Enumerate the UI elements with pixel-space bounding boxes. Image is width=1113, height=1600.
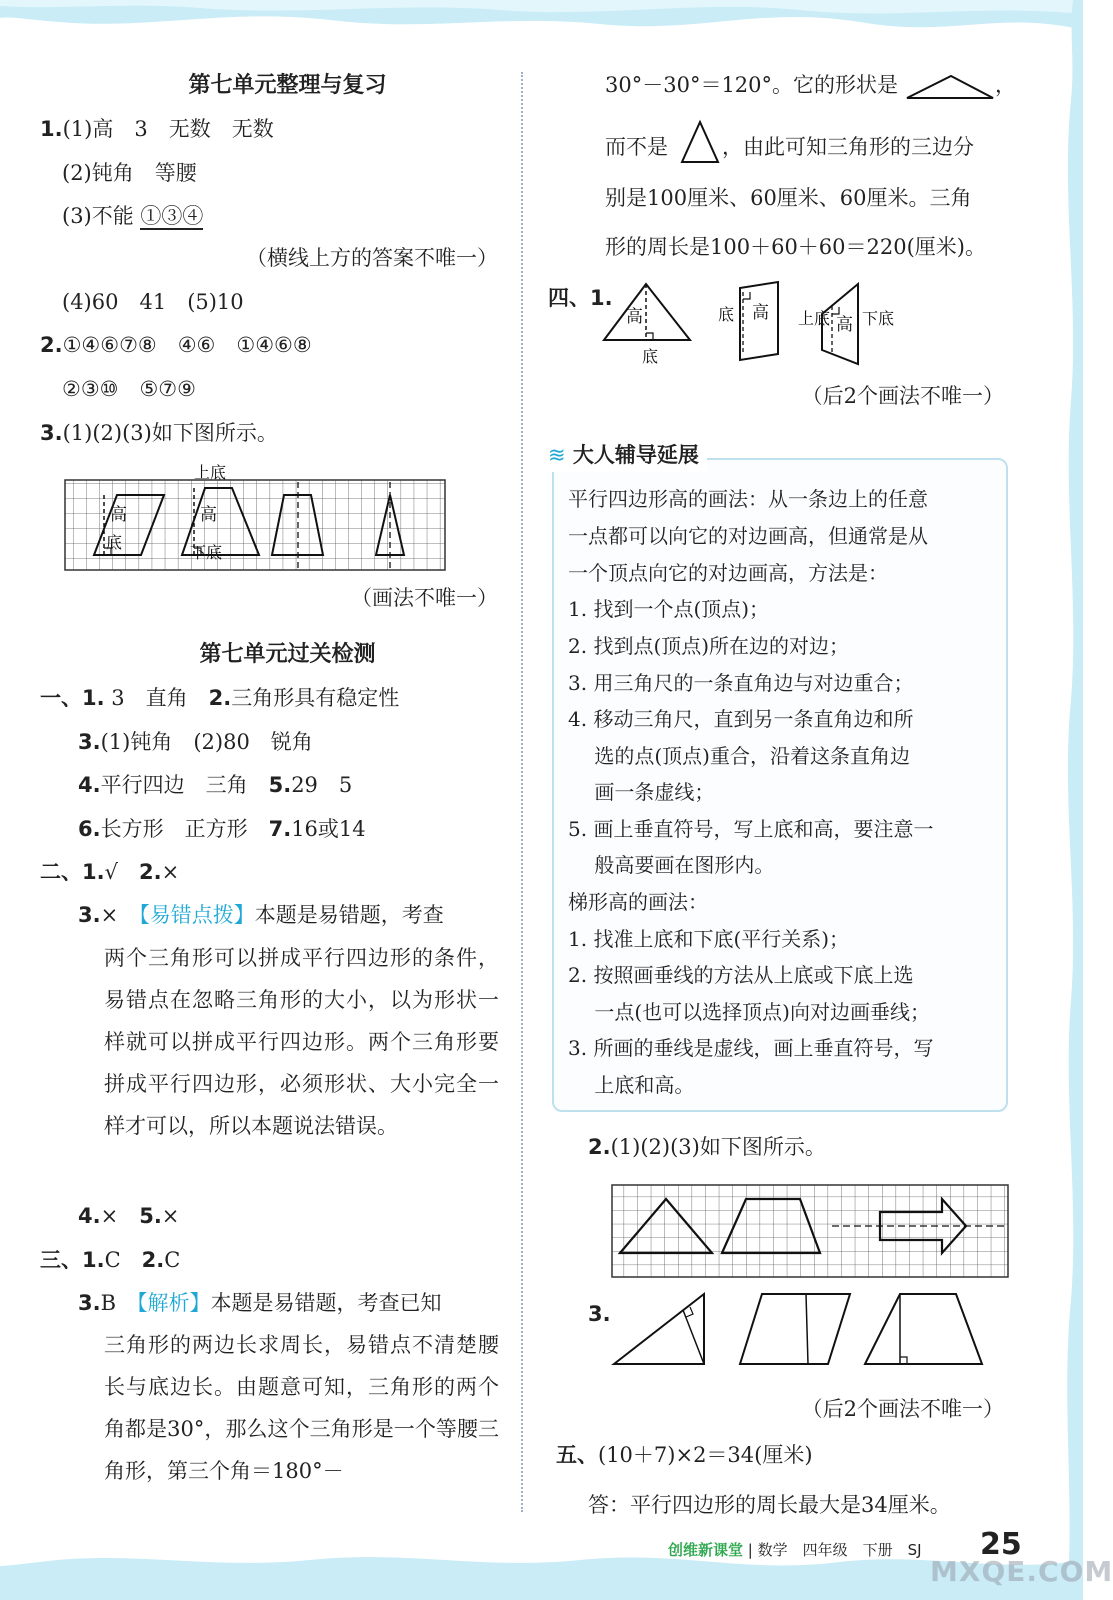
label-shangdi: 上底 <box>194 463 227 482</box>
top-wave-border <box>0 0 1083 60</box>
box-line: 上底和高。 <box>568 1073 695 1097</box>
figure-heights-q3 <box>610 1290 1010 1370</box>
box-line: 画一条虚线； <box>568 780 715 804</box>
svg-text:上底: 上底 <box>798 309 831 328</box>
r-line4: 形的周长是100＋60＋60＝220(厘米)。 <box>605 235 986 259</box>
svg-text:高: 高 <box>836 315 853 335</box>
box-line: 4. 移动三角尺，直到另一条直角边和所 <box>568 707 914 731</box>
q3-right-note: （后2个画法不唯一） <box>801 1397 1004 1421</box>
tutoring-box <box>552 458 1008 1112</box>
q1-note: （横线上方的答案不唯一） <box>246 246 498 270</box>
footer-brand: 创维新课堂 | 数学 四年级 下册 SJ <box>668 1541 922 1559</box>
wave-icon: ≋ <box>548 443 566 467</box>
figure-heights-right <box>600 278 900 368</box>
box-line: 选的点(顶点)重合，沿着这条直角边 <box>568 744 910 768</box>
box-line: 2. 按照画垂线的方法从上底或下底上选 <box>568 963 914 987</box>
underlined-answer: ①③④ <box>140 204 204 228</box>
q2-line2: ②③⑩ ⑤⑦⑨ <box>62 377 196 401</box>
part3-q3-explanation: 三角形的两边长求周长，易错点不清楚腰长与底边长。由题意可知，三角形的两个角都是30°，那么这个三角形是一个等腰三角形，第三个角＝180°－ <box>104 1333 499 1483</box>
svg-text:高: 高 <box>752 303 769 323</box>
tag-analysis: 【解析】 <box>137 1291 211 1315</box>
box-line: 3. 所画的垂线是虚线，画上垂直符号，写 <box>568 1036 934 1060</box>
svg-text:底: 底 <box>642 347 659 366</box>
box-line: 一个顶点向它的对边画高，方法是： <box>568 561 888 585</box>
page-number: 25 <box>980 1527 1022 1562</box>
box-line: 般高要画在图形内。 <box>568 853 775 877</box>
section-title-review: 第七单元整理与复习 <box>188 73 387 98</box>
q1-line4: (4)60 41 (5)10 <box>62 290 244 314</box>
part2-line4: 4.× 5.× <box>78 1204 180 1228</box>
box-line: 2. 找到点(顶点)所在边的对边； <box>568 634 850 658</box>
q3-note: （画法不唯一） <box>351 586 498 610</box>
label-di: 底 <box>106 533 123 552</box>
right-wave-border <box>1055 0 1083 1600</box>
r-line1: 30°－30°＝120°。它的形状是 <box>605 73 899 97</box>
obtuse-triangle-icon <box>905 72 995 102</box>
r-q3-num: 3. <box>588 1302 611 1326</box>
part1-line3: 4.平行四边 三角 5.29 5 <box>78 773 353 797</box>
box-line: 一点(也可以选择顶点)向对边画垂线； <box>568 1000 930 1024</box>
part1-line4: 6.长方形 正方形 7.16或14 <box>78 817 366 841</box>
column-divider <box>521 72 523 1512</box>
part3-q3-head: 3.B 【解析】本题是易错题，考查已知 <box>78 1291 442 1315</box>
box-line: 平行四边形高的画法：从一条边上的任意 <box>568 487 928 511</box>
svg-text:底: 底 <box>718 305 735 324</box>
box-line: 1. 找到一个点(顶点)； <box>568 597 770 621</box>
section-title-test: 第七单元过关检测 <box>199 642 376 667</box>
box-line: 1. 找准上底和下底(平行关系)； <box>568 927 850 951</box>
box-line: 梯形高的画法： <box>568 890 708 914</box>
box-line: 5. 画上垂直符号，写上底和高，要注意一 <box>568 817 934 841</box>
r-line2-a: 而不是 <box>605 135 668 159</box>
label-gao-2: 高 <box>200 505 217 525</box>
figure-grid-shapes-right <box>610 1183 1010 1279</box>
svg-text:高: 高 <box>626 307 643 327</box>
q1-line3: (3)不能 ①③④ <box>62 204 204 228</box>
part2-q3-explanation: 两个三角形可以拼成平行四边形的条件，易错点在忽略三角形的大小，以为形状一样就可以拼成平行四边形。两个三角形要拼成平行四边形，必须形状、大小完全一样才可以，所以本题说法错误。 <box>104 946 499 1138</box>
watermark-text: MXQE.COM <box>930 1555 1113 1588</box>
equilateral-triangle-icon <box>680 120 720 164</box>
r-q2-line: 2.(1)(2)(3)如下图所示。 <box>588 1135 826 1159</box>
part3-line1: 三、1.C 2.C <box>40 1248 181 1272</box>
part1-line1: 一、1. 3 直角 2.三角形具有稳定性 <box>40 686 400 710</box>
part4-note: （后2个画法不唯一） <box>801 384 1004 408</box>
figure-grid-heights-left <box>60 463 455 578</box>
label-xiadi: 下底 <box>190 543 223 562</box>
r-line1-end: ， <box>995 73 1016 97</box>
tag-error-tip: 【易错点拨】 <box>139 903 255 927</box>
part2-q3-head: 3.× 【易错点拨】本题是易错题，考查 <box>78 903 444 927</box>
box-line: 一点都可以向它的对边画高，但通常是从 <box>568 524 928 548</box>
part1-line2: 3.(1)钝角 (2)80 锐角 <box>78 730 313 754</box>
r-line2-b: ，由此可知三角形的三边分 <box>722 135 974 159</box>
r-line3: 别是100厘米、60厘米、60厘米。三角 <box>605 186 972 210</box>
label-gao: 高 <box>110 505 127 525</box>
part4-num: 四、1. <box>548 286 613 310</box>
part2-line1: 二、1.√ 2.× <box>40 860 180 884</box>
q1-line2: (2)钝角 等腰 <box>62 161 197 185</box>
answer-line: 答：平行四边形的周长最大是34厘米。 <box>588 1493 951 1517</box>
q3-line: 3.(1)(2)(3)如下图所示。 <box>40 421 278 445</box>
box-line: 3. 用三角尺的一条直角边与对边重合； <box>568 671 914 695</box>
box-title: ≋ 大人辅导延展 <box>548 438 707 472</box>
svg-text:下底: 下底 <box>862 309 895 328</box>
part5-line: 五、(10＋7)×2＝34(厘米) <box>556 1443 813 1467</box>
q1-line1: 1.(1)高 3 无数 无数 <box>40 117 274 141</box>
q2-line1: 2.①④⑥⑦⑧ ④⑥ ①④⑥⑧ <box>40 333 312 357</box>
